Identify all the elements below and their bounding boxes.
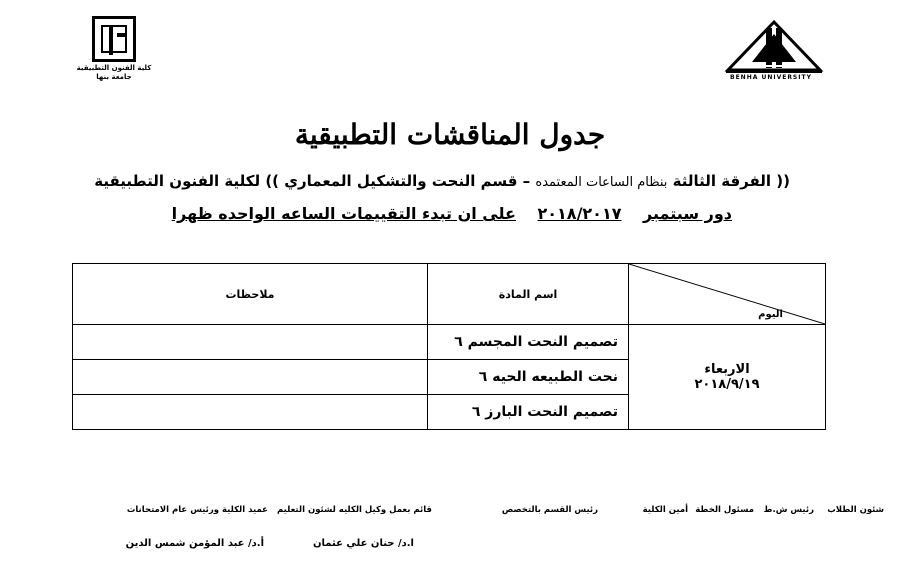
sig-vice-dean: قائم بعمل وكيل الكليه لشئون التعليم — [277, 505, 432, 515]
page-title: جدول المناقشات التطبيقية — [294, 118, 606, 151]
header-day-label: اليوم — [758, 309, 783, 320]
sig-college-secretary: أمين الكلية — [642, 505, 688, 515]
sig-head-department: رئيس القسم بالتخصص — [501, 505, 598, 515]
faculty-logo-university: جامعة بنها — [96, 73, 132, 81]
faculty-emblem-icon — [92, 16, 136, 62]
row-subject: تصميم النحت البارز ٦ — [428, 395, 629, 430]
sig-student-affairs: شئون الطلاب — [827, 505, 884, 515]
university-emblem-icon — [722, 20, 826, 76]
subtitle-part1: (( الفرقة الثالثة — [672, 172, 790, 190]
faculty-logo-name: كلية الفنون التطبيقية — [76, 64, 152, 72]
row-notes — [73, 325, 428, 360]
header-subject: اسم المادة — [428, 264, 629, 325]
subtitle-part3: – قسم النحت والتشكيل المعماري )) لكلية الفنون التطبيقية — [94, 172, 531, 190]
header-day — [629, 264, 826, 325]
header-notes: ملاحظات — [73, 264, 428, 325]
sig-dean: عميد الكلية ورئيس عام الامتحانات — [126, 505, 268, 515]
university-logo — [722, 20, 826, 84]
university-logo-name: BENHA UNIVERSITY — [730, 74, 812, 81]
session-label: دور سبتمبر — [643, 204, 732, 223]
table-row — [73, 325, 826, 360]
faculty-logo — [76, 12, 152, 100]
row-subject: نحت الطبيعه الحيه ٦ — [428, 360, 629, 395]
table-header-row — [73, 264, 826, 325]
day-date: ٢٠١٨/٩/١٩ — [694, 377, 760, 392]
vice-dean-name: ا.د/ حنان علي عثمان — [313, 538, 414, 549]
sig-head-sh-t: رئيس ش.ط — [763, 505, 814, 515]
row-subject: تصميم النحت المجسم ٦ — [428, 325, 629, 360]
day-name: الاربعاء — [704, 362, 750, 377]
session-note: على ان تبدء التقييمات الساعه الواحده ظهرا — [171, 204, 516, 223]
dean-name: أ.د/ عبد المؤمن شمس الدين — [125, 538, 264, 549]
row-notes — [73, 395, 428, 430]
session-line — [172, 204, 732, 223]
session-year: ٢٠١٨/٢٠١٧ — [537, 204, 622, 223]
subtitle-part2: بنظام الساعات المعتمده — [535, 175, 668, 190]
sig-plan-officer: مسئول الخطة — [695, 505, 754, 515]
header-diagonal-line — [629, 264, 825, 324]
schedule-table — [72, 263, 826, 430]
day-cell — [629, 325, 826, 430]
subtitle — [94, 172, 790, 190]
row-notes — [73, 360, 428, 395]
